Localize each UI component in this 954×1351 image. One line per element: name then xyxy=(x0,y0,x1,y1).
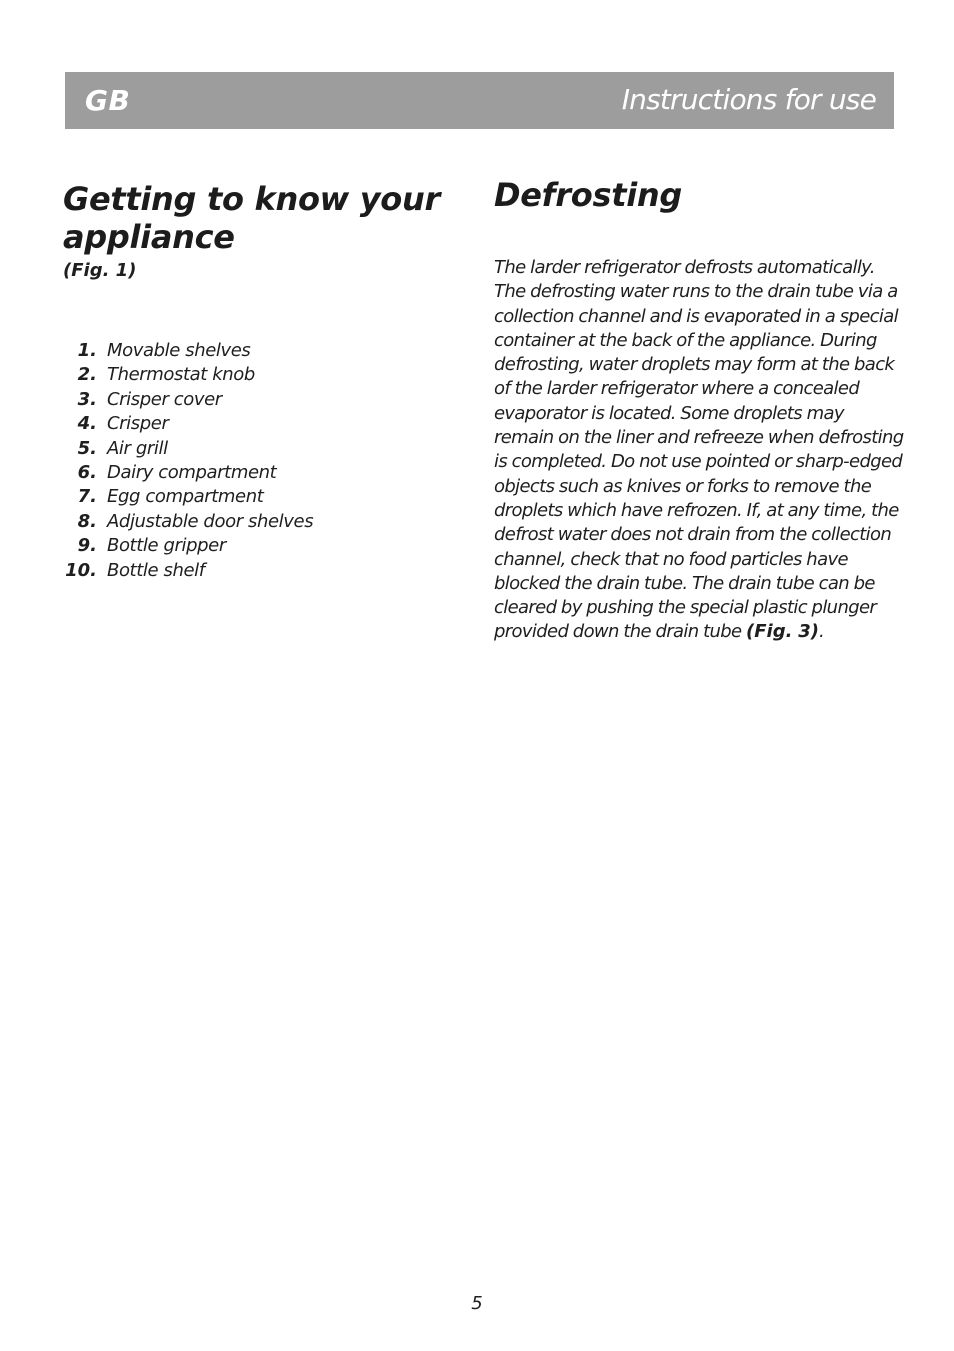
item-number: 10. xyxy=(65,559,97,581)
defrosting-body xyxy=(494,256,904,645)
item-number: 8. xyxy=(77,510,97,532)
page-number: 5 xyxy=(471,1293,483,1314)
item-number: 3. xyxy=(77,388,97,410)
item-number: 7. xyxy=(77,486,97,508)
item-label: Thermostat knob xyxy=(107,364,255,386)
item-label: Dairy compartment xyxy=(107,462,277,484)
item-label: Egg compartment xyxy=(107,486,264,508)
parts-list xyxy=(63,339,463,583)
sentence-end: . xyxy=(818,621,825,643)
item-number: 4. xyxy=(77,413,97,435)
list-item xyxy=(63,559,463,583)
appliance-heading: Getting to know your appliance xyxy=(63,180,440,256)
item-number: 2. xyxy=(77,364,97,386)
list-item xyxy=(63,437,463,461)
item-label: Air grill xyxy=(107,437,168,459)
item-label: Movable shelves xyxy=(107,340,251,361)
language-code: GB xyxy=(85,84,131,117)
item-label: Crisper cover xyxy=(107,388,222,410)
list-item xyxy=(63,485,463,509)
header-bar xyxy=(65,72,894,129)
list-item xyxy=(63,388,463,412)
item-number: 1. xyxy=(77,340,97,361)
list-item xyxy=(63,412,463,436)
item-label: Adjustable door shelves xyxy=(107,510,314,532)
list-item xyxy=(63,461,463,485)
item-label: Bottle gripper xyxy=(107,535,226,557)
defrosting-section xyxy=(494,176,904,645)
item-label: Bottle shelf xyxy=(107,559,205,581)
defrosting-text: The larder refrigerator defrosts automatically. The defrosting water runs to the drain tube via a collection channel and is evaporated in a special container at the back of the appliance. During defrosting, water droplets may form at the back of the larder refrigerator where a concealed evaporator is located. Some droplets may remain on the liner and refreeze when defrosting is completed. Do not use pointed or sharp-edged objects such as knives or forks to remove the droplets which have refrozen. If, at any time, the defrost water does not drain from the collection channel, check that no food particles have blocked the drain tube. The drain tube can be cleared by pushing the special plastic plunger provided down the drain tube xyxy=(494,257,904,643)
document-title: Instructions for use xyxy=(621,83,876,116)
figure-reference: (Fig. 3) xyxy=(746,621,819,643)
item-number: 5. xyxy=(77,437,97,459)
defrosting-heading: Defrosting xyxy=(494,176,682,214)
item-label: Crisper xyxy=(107,413,169,435)
figure-reference: (Fig. 1) xyxy=(63,260,137,281)
item-number: 6. xyxy=(77,462,97,484)
list-item xyxy=(63,510,463,534)
list-item xyxy=(63,534,463,558)
list-item xyxy=(63,339,463,363)
item-number: 9. xyxy=(77,535,97,557)
list-item xyxy=(63,363,463,387)
appliance-section xyxy=(63,180,463,583)
